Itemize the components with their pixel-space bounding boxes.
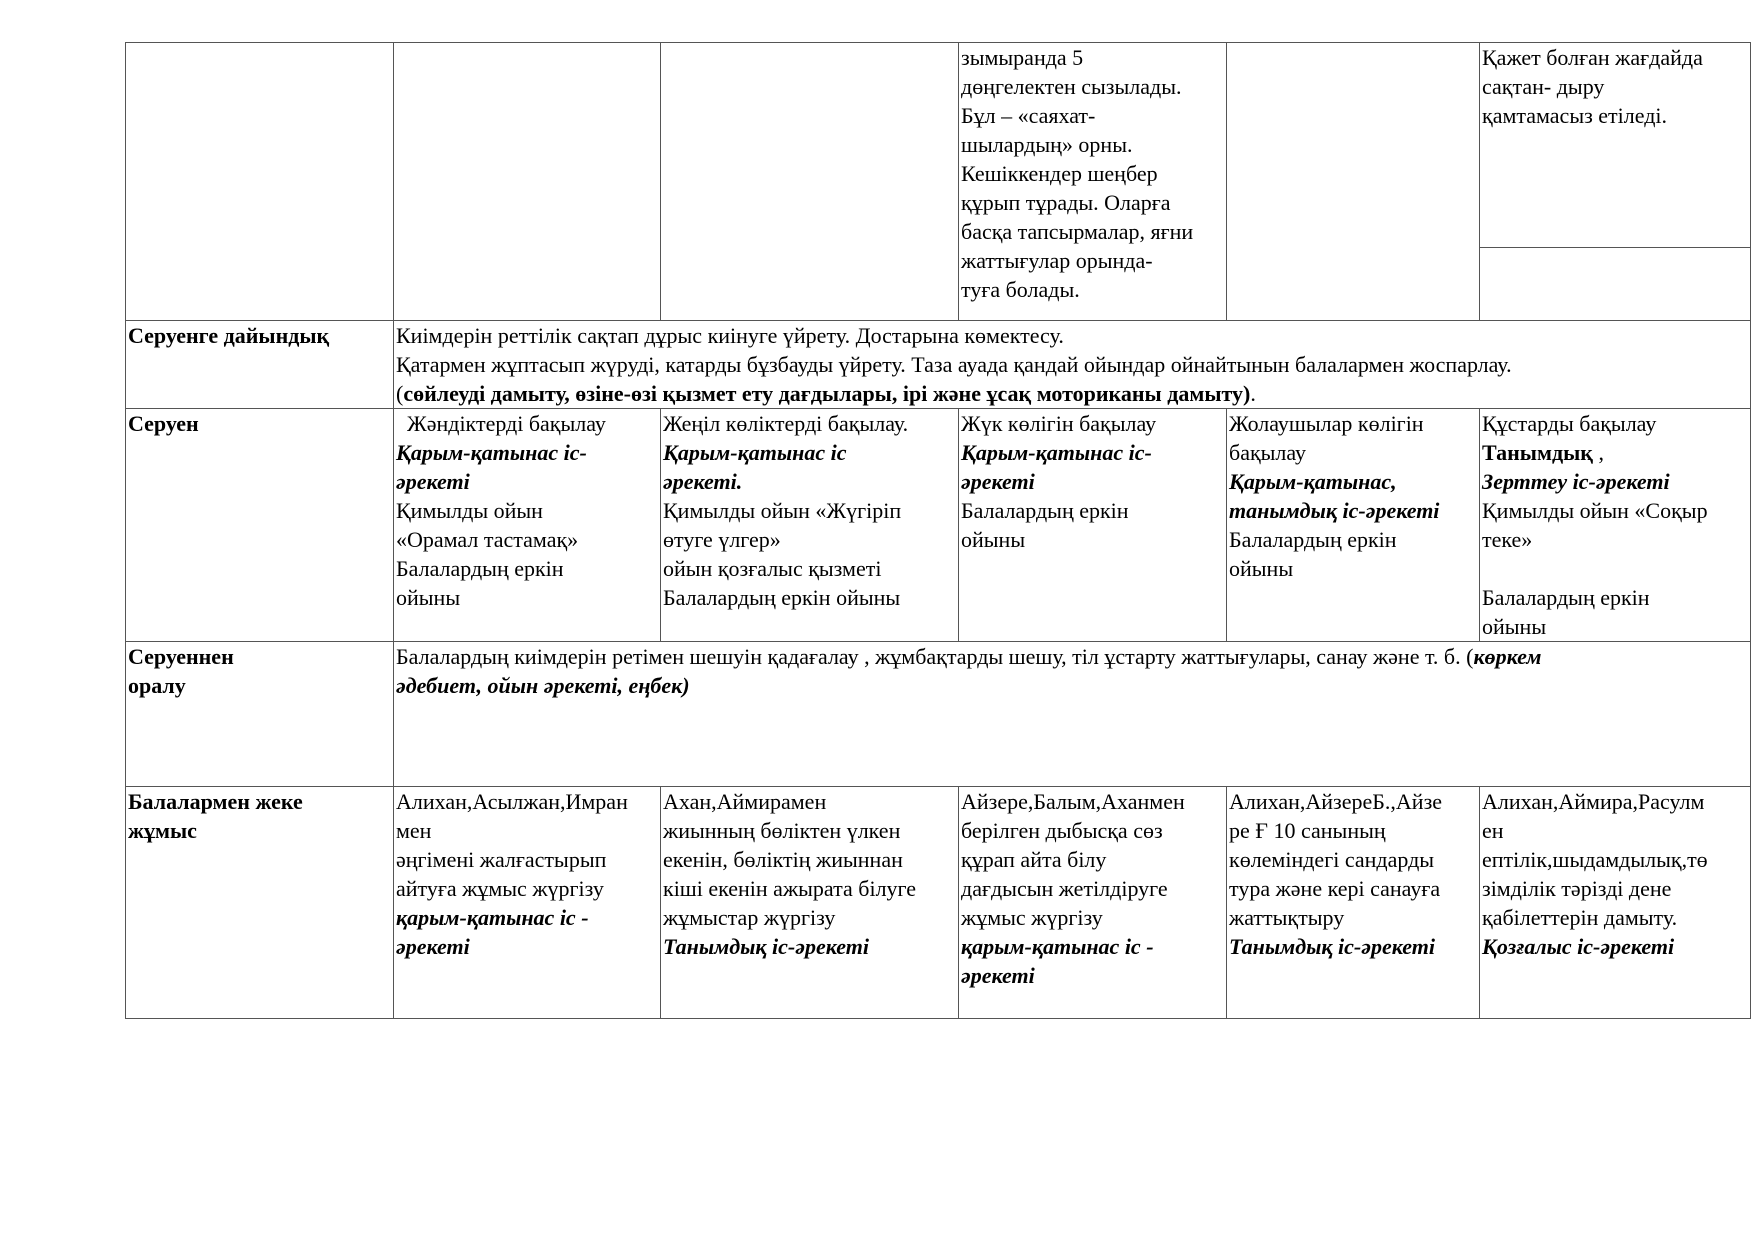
text-line: ойыны (396, 585, 461, 610)
text-line: құрап айта білу (961, 847, 1107, 872)
cognitive-bold: Танымдық (1482, 440, 1593, 465)
table-row-individual (126, 787, 1751, 1019)
cell-empty-monday (394, 43, 661, 321)
text-line: екенін, бөліктің жиыннан (663, 847, 903, 872)
text-line (396, 642, 1748, 671)
cell-walk-tuesday (661, 409, 959, 642)
friday-upper-part (1480, 43, 1750, 248)
text-line: теке» (1482, 527, 1533, 552)
cell-wednesday-continued (959, 43, 1227, 321)
cell-individual-monday (394, 787, 661, 1019)
cell-walk-wednesday (959, 409, 1227, 642)
text-line: Алихан,Аймира,Расулм (1482, 789, 1705, 814)
text-line: Айзере,Балым,Аханмен (961, 789, 1185, 814)
walk-title: Жәндіктерді бақылау (396, 411, 606, 436)
comma: , (1592, 440, 1604, 465)
text-line: қамтамасыз етіледі. (1482, 103, 1668, 128)
text-line: Қимылды ойын «Соқыр (1482, 498, 1708, 523)
text-line: көлеміндегі сандарды (1229, 847, 1435, 872)
text-line: Қимылды ойын (396, 498, 543, 523)
text-line: «Орамал тастамақ» (396, 527, 579, 552)
activity-type: әрекеті. (663, 469, 743, 494)
text-line: Қажет болған жағдайда (1482, 45, 1703, 70)
activity-type: Қарым-қатынас іс- (961, 440, 1152, 465)
text-line: жаттығулар орында- (961, 248, 1153, 273)
text-line: ептілік,шыдамдылық,тө (1482, 847, 1708, 872)
activity-type: Зерттеу іс-әрекеті (1482, 469, 1670, 494)
text-line: қабілеттерін дамыту. (1482, 905, 1678, 930)
cell-preparation-text (394, 321, 1751, 409)
text-line: жиынның бөліктен үлкен (663, 818, 901, 843)
activity-type: әдебиет, ойын әрекеті, еңбек) (396, 673, 690, 698)
walk-title: Жүк көлігін бақылау (961, 411, 1157, 436)
text-line: басқа тапсырмалар, яғни (961, 219, 1194, 244)
text-line: зімділік тәрізді дене (1482, 876, 1672, 901)
table-row-continued (126, 43, 1751, 321)
label-line: оралу (128, 673, 186, 698)
text-line (1482, 554, 1748, 583)
text-line: ойыны (1229, 556, 1294, 581)
walk-title: Құстарды бақылау (1482, 411, 1657, 436)
cell-walk-monday (394, 409, 661, 642)
walk-title: бақылау (1229, 440, 1307, 465)
activity-type: Қарым-қатынас іс (663, 440, 847, 465)
text-line: Алихан,Асылжан,Имран (396, 789, 628, 814)
activity-type: әрекеті (396, 934, 470, 959)
text-line: айтуға жұмыс жүргізу (396, 876, 604, 901)
period: . (1250, 381, 1256, 406)
activity-type: әрекеті (396, 469, 470, 494)
cell-individual-thursday (1227, 787, 1480, 1019)
row-label-individual (126, 787, 394, 1019)
text-line: берілген дыбысқа сөз (961, 818, 1163, 843)
label-line: жұмыс (128, 818, 197, 843)
text-line: Бұл – «саяхат- (961, 103, 1096, 128)
activity-type: қарым-қатынас іс - (961, 934, 1154, 959)
text-line: шылардың» орны. (961, 132, 1133, 157)
text-line: Кешіккендер шеңбер (961, 161, 1158, 186)
walk-title: Жеңіл көліктерді бақылау. (663, 411, 909, 436)
text-line (1482, 438, 1748, 467)
text-line: Алихан,АйзереБ.,Айзе (1229, 789, 1443, 814)
skills-bold: сөйлеуді дамыту, өзіне-өзі қызмет ету дағдылары, ірі және ұсақ моториканы дамыту) (403, 381, 1251, 406)
text-line: ре Ғ 10 санының (1229, 818, 1386, 843)
text-line: әңгімені жалғастырып (396, 847, 607, 872)
cell-individual-wednesday (959, 787, 1227, 1019)
text-line: мен (396, 818, 432, 843)
walk-title: Жолаушылар көлігін (1229, 411, 1424, 436)
text-line: құрып тұрады. Оларға (961, 190, 1171, 215)
label-line: Серуеннен (128, 644, 234, 669)
cell-individual-friday (1480, 787, 1751, 1019)
text-line: жаттықтыру (1229, 905, 1345, 930)
activity-type: Қарым-қатынас іс- (396, 440, 587, 465)
activity-type: Қозғалыс іс-әрекеті (1482, 934, 1675, 959)
return-text: Балалардың киімдерін ретімен шешуін қадағалау , жұмбақтарды шешу, тіл ұстарту жаттығулары, санау және т. б. ( (396, 644, 1474, 669)
cell-empty-thursday (1227, 43, 1480, 321)
cell-walk-thursday (1227, 409, 1480, 642)
text-line (396, 379, 1748, 408)
activity-type: қарым-қатынас іс - (396, 905, 589, 930)
text-line: Балалардың еркін (1482, 585, 1650, 610)
activity-type: әрекеті (961, 469, 1035, 494)
text-line: дөңгелектен сызылады. (961, 74, 1182, 99)
text-line: сақтан- дыру (1482, 74, 1605, 99)
text-line: ойыны (1482, 614, 1547, 639)
text-line: дағдысын жетілдіруге (961, 876, 1168, 901)
table-row-return (126, 642, 1751, 787)
text-line: туға болады. (961, 277, 1080, 302)
table-row-preparation (126, 321, 1751, 409)
text-line: Қатармен жұптасып жүруді, катарды бұзбауды үйрету. Таза ауада қандай ойындар ойнайтынын балалармен жоспарлау. (396, 352, 1512, 377)
text-line: тура және кері санауға (1229, 876, 1441, 901)
table-row-walk (126, 409, 1751, 642)
row-label-walk: Серуен (126, 409, 394, 642)
activity-type: көркем (1473, 644, 1542, 669)
daily-plan-table (125, 42, 1751, 1019)
text-line: жұмыс жүргізу (961, 905, 1103, 930)
cell-individual-tuesday (661, 787, 959, 1019)
cell-friday-continued (1480, 43, 1751, 321)
text-line: ен (1482, 818, 1504, 843)
text-line: ойыны (961, 527, 1026, 552)
activity-type: Танымдық іс-әрекеті (663, 934, 869, 959)
text-line: жұмыстар жүргізу (663, 905, 836, 930)
text-line: зымыранда 5 (961, 45, 1084, 70)
text-line: Балалардың еркін ойыны (663, 585, 901, 610)
text-line: өтуге үлгер» (663, 527, 781, 552)
row-label-preparation: Серуенге дайындық (126, 321, 394, 409)
text-line: Балалардың еркін (396, 556, 564, 581)
cell-return-text (394, 642, 1751, 787)
text-line: Қимылды ойын «Жүгіріп (663, 498, 902, 523)
text-line: ойын қозғалыс қызметі (663, 556, 882, 581)
text-line: Ахан,Аймирамен (663, 789, 827, 814)
activity-type: танымдық іс-әрекеті (1229, 498, 1440, 523)
row-label-return (126, 642, 394, 787)
activity-type: әрекеті (961, 963, 1035, 988)
open-paren: ( (396, 381, 404, 406)
label-line: Балалармен жеке (128, 789, 303, 814)
text-line: Киімдерін реттілік сақтап дұрыс киінуге үйрету. Достарына көмектесу. (396, 323, 1064, 348)
cell-walk-friday (1480, 409, 1751, 642)
text-line: Балалардың еркін (961, 498, 1129, 523)
activity-type: Қарым-қатынас, (1229, 469, 1397, 494)
cell-empty-label (126, 43, 394, 321)
activity-type: Танымдық іс-әрекеті (1229, 934, 1435, 959)
text-line: Балалардың еркін (1229, 527, 1397, 552)
cell-empty-tuesday (661, 43, 959, 321)
text-line: кіші екенін ажырата білуге (663, 876, 917, 901)
